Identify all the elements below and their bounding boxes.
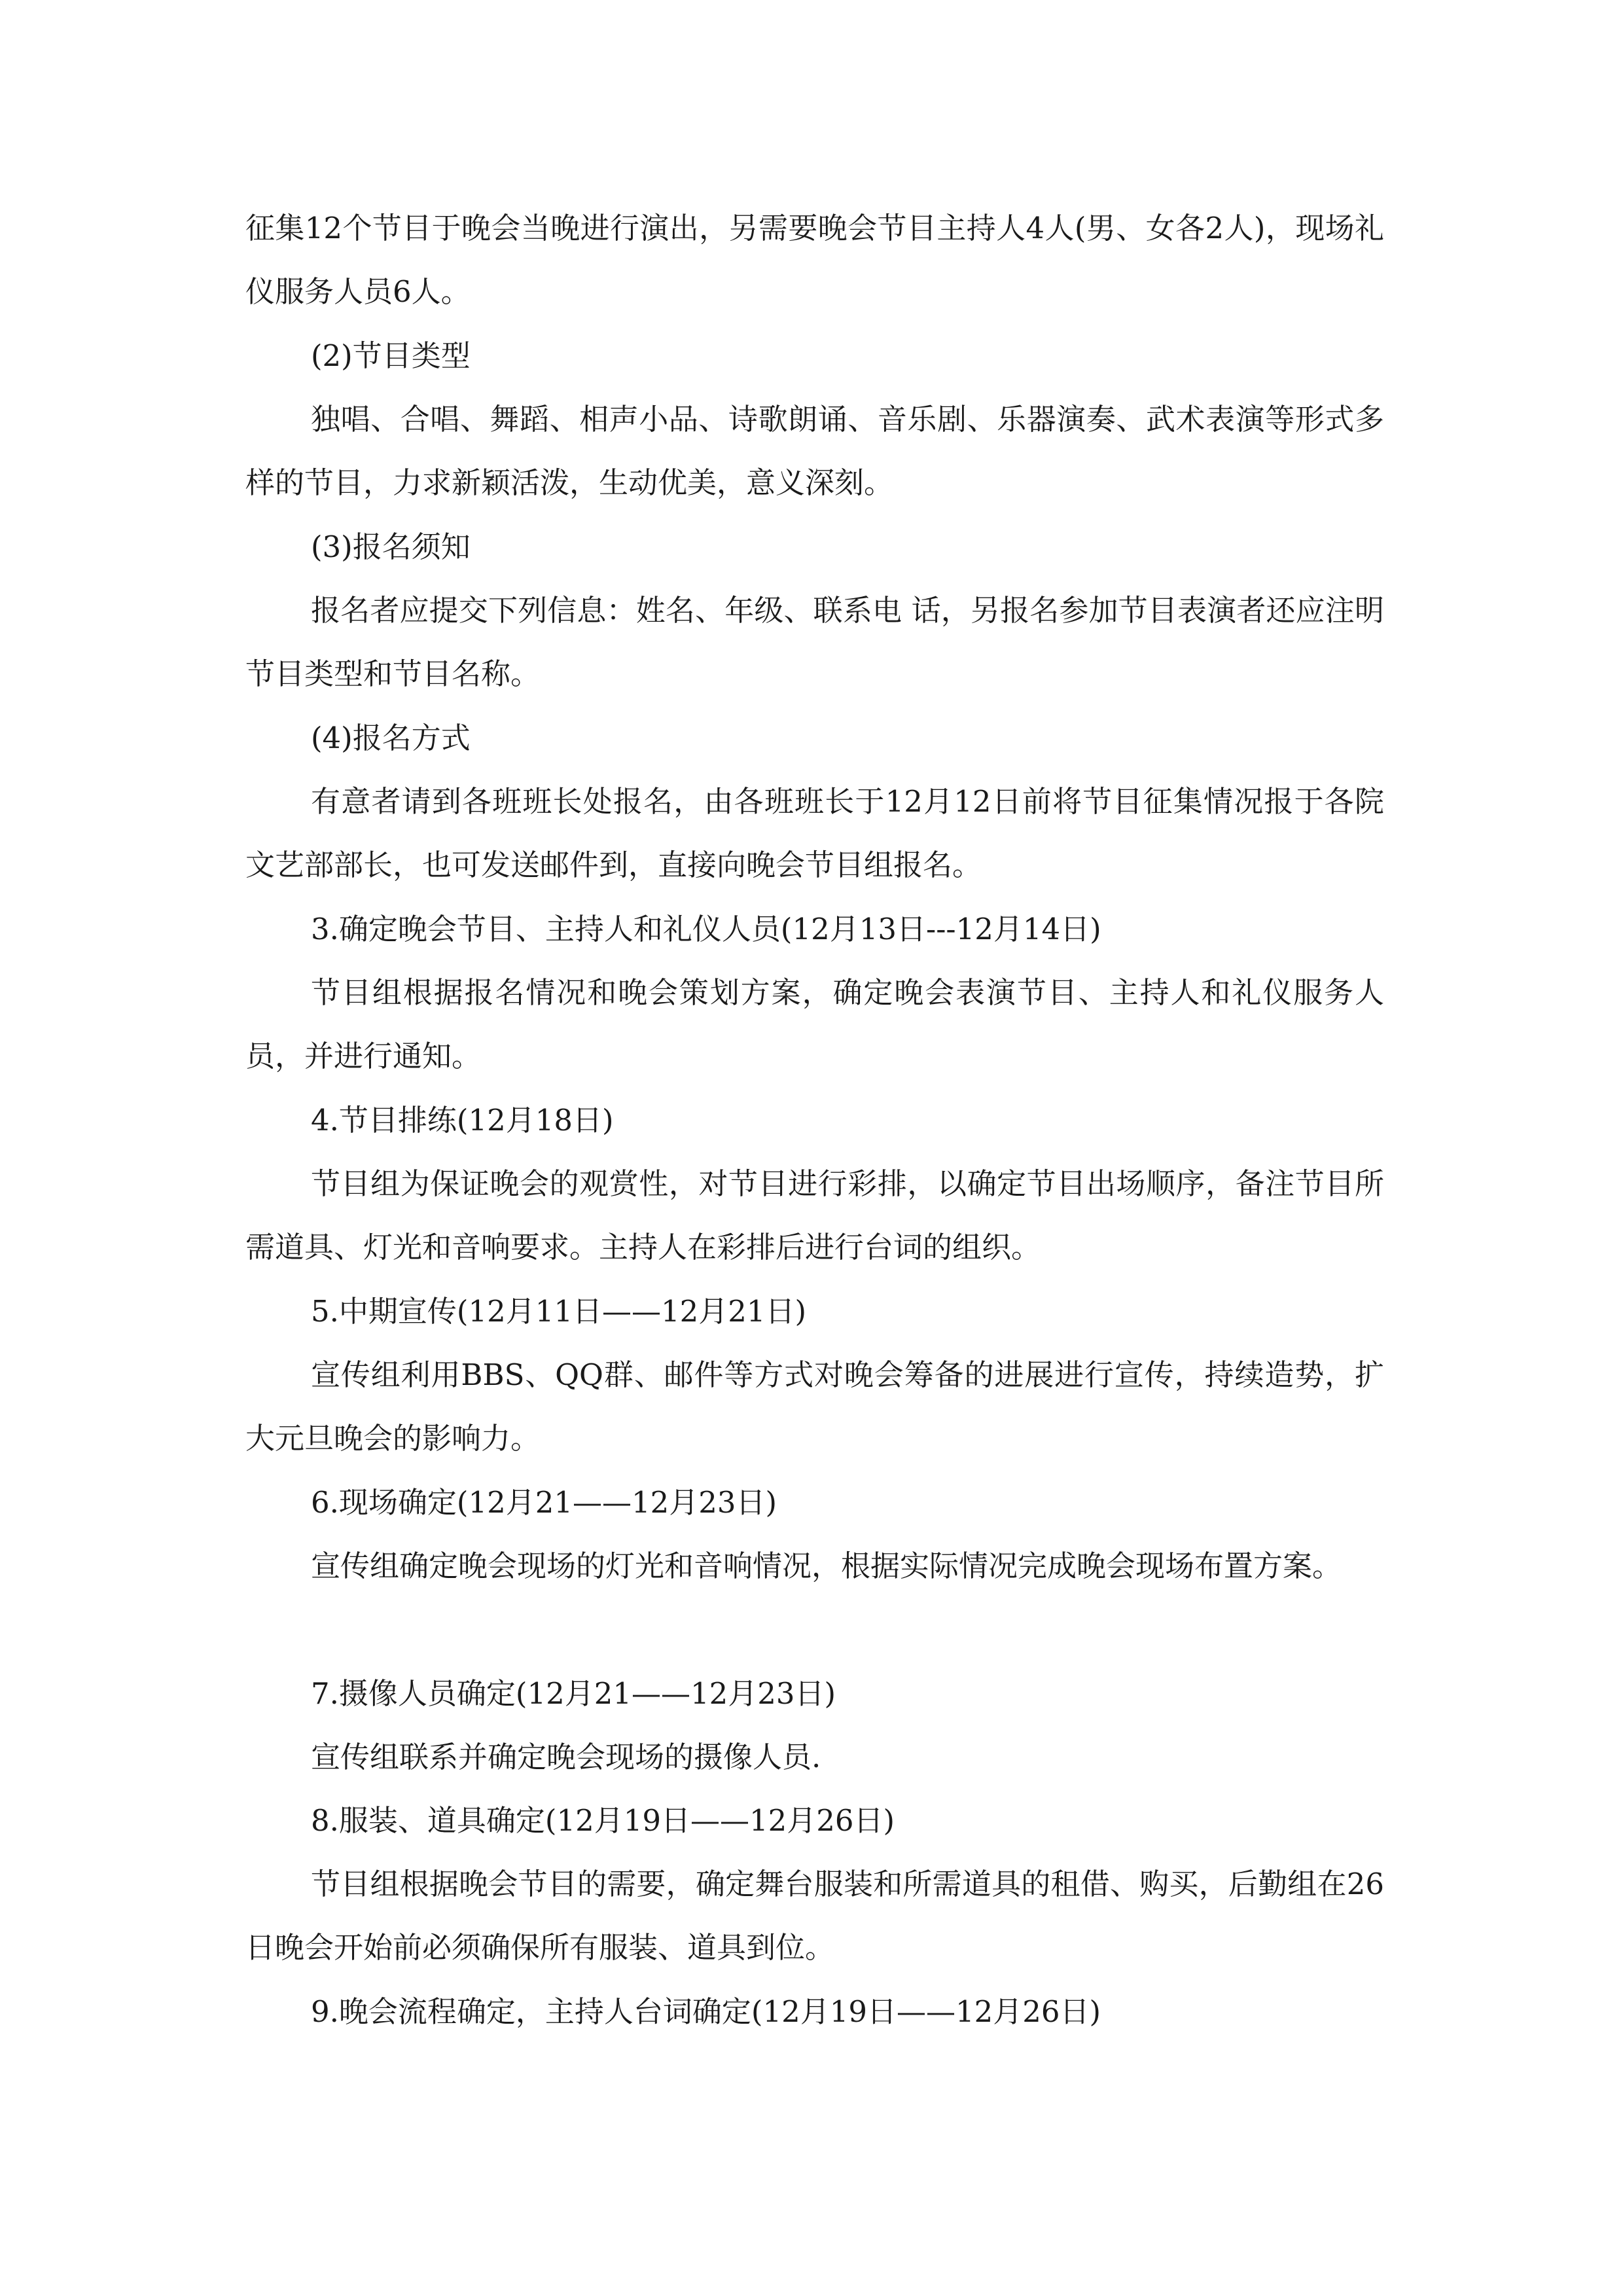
paragraph-costumes-props: 节目组根据晚会节目的需要，确定舞台服装和所需道具的租借、购买，后勤组在26日晚会开始前必须确保所有服装、道具到位。 (245, 1867, 1384, 1965)
heading-mid-promotion: 5.中期宣传(12月11日——12月21日) (311, 1294, 807, 1329)
heading-program-flow: 9.晚会流程确定，主持人台词确定(12月19日——12月26日) (311, 1994, 1101, 2029)
paragraph-venue: 宣传组确定晚会现场的灯光和音响情况，根据实际情况完成晚会现场布置方案。 (311, 1549, 1342, 1583)
heading-camera-crew: 7.摄像人员确定(12月21——12月23日) (311, 1676, 836, 1711)
heading-confirm-programs: 3.确定晚会节目、主持人和礼仪人员(12月13日---12月14日) (311, 912, 1101, 946)
heading-registration-notice: (3)报名须知 (311, 529, 471, 564)
paragraph-program-types: 独唱、合唱、舞蹈、相声小品、诗歌朗诵、音乐剧、乐器演奏、武术表演等形式多样的节目，力求新颖活泼，生动优美，意义深刻。 (245, 402, 1384, 500)
heading-rehearsal: 4.节目排练(12月18日) (311, 1103, 614, 1138)
paragraph-registration-method: 有意者请到各班班长处报名，由各班班长于12月12日前将节目征集情况报于各院文艺部部长，也可发送邮件到，直接向晚会节目组报名。 (245, 784, 1384, 882)
paragraph-mid-promotion: 宣传组利用BBS、QQ群、邮件等方式对晚会筹备的进展进行宣传，持续造势，扩大元旦晚会的影响力。 (245, 1357, 1384, 1456)
paragraph-1: 征集12个节目于晚会当晚进行演出，另需要晚会节目主持人4人(男、女各2人)，现场礼仪服务人员6人。 (245, 211, 1384, 309)
heading-venue: 6.现场确定(12月21——12月23日) (311, 1485, 777, 1520)
heading-costumes-props: 8.服装、道具确定(12月19日——12月26日) (311, 1803, 895, 1838)
paragraph-confirm-programs: 节目组根据报名情况和晚会策划方案，确定晚会表演节目、主持人和礼仪服务人员，并进行通知。 (245, 975, 1384, 1073)
heading-registration-method: (4)报名方式 (311, 721, 471, 755)
paragraph-camera-crew: 宣传组联系并确定晚会现场的摄像人员. (311, 1740, 821, 1774)
paragraph-rehearsal: 节目组为保证晚会的观赏性，对节目进行彩排，以确定节目出场顺序，备注节目所需道具、灯光和音响要求。主持人在彩排后进行台词的组织。 (245, 1166, 1384, 1265)
paragraph-registration-notice: 报名者应提交下列信息：姓名、年级、联系电 话，另报名参加节目表演者还应注明节目类型和节目名称。 (245, 593, 1384, 691)
heading-program-types: (2)节目类型 (311, 338, 471, 373)
